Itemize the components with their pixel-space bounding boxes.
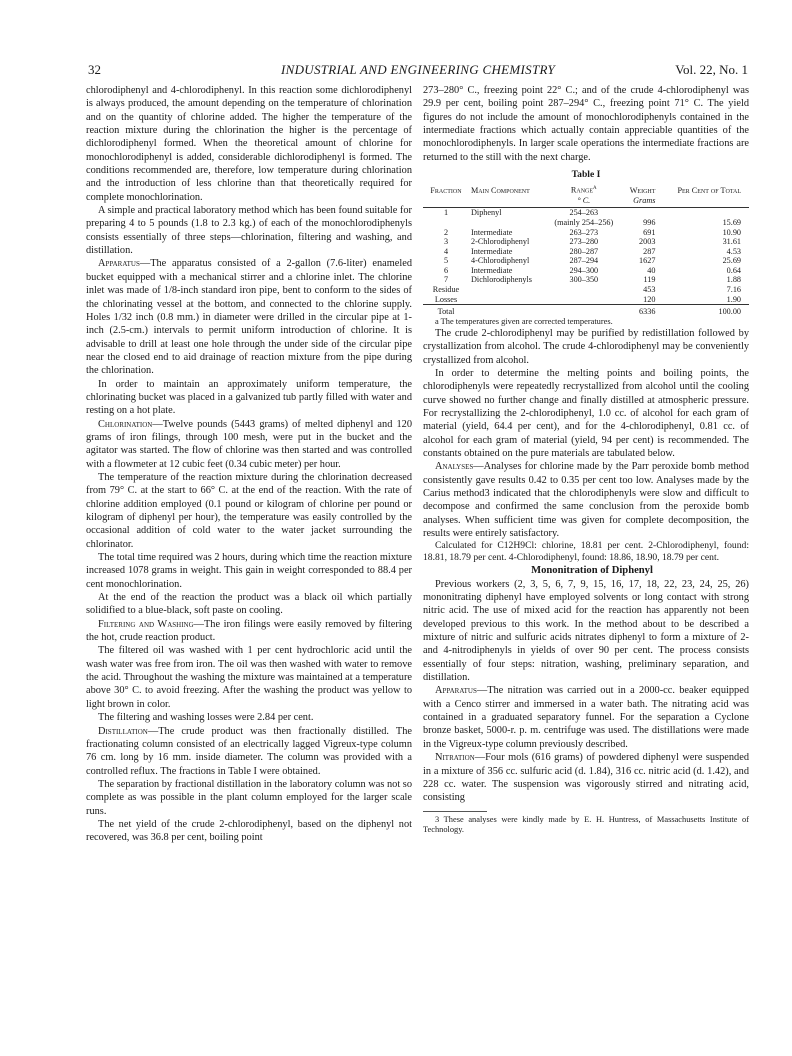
footnote-rule — [423, 811, 487, 812]
table-total-row — [423, 305, 749, 317]
paragraph: At the end of the reaction the product was a black oil which partially solidified to a blue-black, soft paste on cooling. — [86, 592, 412, 617]
unit-cell: ° C. — [546, 196, 621, 208]
table-cell: 280–287 — [569, 246, 599, 256]
run-in-heading: Analyses — [435, 461, 474, 473]
paragraph: In order to determine the melting points and boiling points, the chlorodiphenyls were repeatedly recrystallized from alcohol until the cooling curve showed no further change and finally distilled at atmospheric pressure. For recrystallizing the 2-chlorodiphenyl, 1.0 cc. of alcohol for each gram of material (yield, 64.4 per cent), and for the 4-chlorodiphenyl, 0.81 cc. of alcohol for each gram of material (yield, 94 per cent) is recommended. The constants obtained on the pure materials are tabulated below. — [423, 367, 749, 459]
table-title: Table I — [571, 169, 601, 181]
paragraph: Previous workers (2, 3, 5, 6, 7, 9, 15, 16, 17, 18, 22, 23, 24, 25, 26) mononitrating diphenyl have employed solvents or long contact with strong nitric acid. The use of mixed acid for the reaction has apparently not been developed previous to this work. In the method about to be described a mixture of nitric and sulfuric acids nitrates diphenyl to form a mixture of 2- and 4-nitrodiphenyls in yields of over 90 per cent. The process consists essentially of four steps: nitration, washing, preliminary separation, and distillation. — [423, 578, 749, 684]
paragraph — [423, 684, 749, 751]
table-cell: 453 — [643, 285, 656, 295]
table-row — [423, 228, 749, 238]
paragraph: 273–280° C., freezing point 22° C.; and of the crude 4-chlorodiphenyl was 29.9 per cent, boiling point 287–294° C., freezing point 71° C. The yield figures do not include the amount of monochlorodiphenyls contained in the intermediate fractions which actually contain appreciable quantities of the monochlorodiphenyls. In larger scale operations the intermediate fractions are returned to the still with the next charge. — [423, 85, 749, 163]
table-row — [423, 247, 749, 257]
paragraph: In order to maintain an approximately uniform temperature, the chlorinating bucket was placed in a galvanized tub partly filled with water and resting on a hot plate. — [86, 378, 412, 417]
volume-issue: Vol. 22, No. 1 — [675, 62, 748, 77]
table-cell: 254–263 — [569, 208, 599, 218]
paragraph-text: —Four mols (616 grams) of powdered diphenyl were suspended in a mixture of 356 cc. sulfuric acid (d. 1.84), 316 cc. nitric acid (d. 1.42), and 228 cc. water. The suspension was vigorously stirred and nitrating acid, consisting — [423, 752, 749, 804]
table-cell: 10.90 — [722, 227, 741, 237]
table-cell: 273–280 — [569, 237, 599, 247]
table-cell — [546, 295, 621, 305]
right-column — [423, 84, 749, 835]
page-number: 32 — [88, 62, 101, 77]
table-cell: 3 — [443, 237, 449, 247]
table-cell — [469, 285, 546, 295]
paragraph-text: —Analyses for chlorine made by the Parr peroxide bomb method consistently gave results 0.42 to 0.35 per cent too low. Analyses made by the Carius method3 indicated that the chlorodiphenyls were slow and difficult to decompose and confirmed the same conclusion from the peroxide bomb analyses. When sufficient time was given for complete decomposition, the results were entirely satisfactory. — [423, 461, 749, 540]
table-cell: Losses — [434, 294, 458, 304]
table-cell: Total — [423, 305, 469, 317]
table-cell: 4-Chlorodiphenyl — [471, 256, 530, 266]
paragraph — [86, 618, 412, 645]
run-in-heading: Filtering and Washing — [98, 618, 194, 630]
paragraph: The separation by fractional distillation in the laboratory column was not so complete as was possible in the plant column employed for the larger scale runs. — [86, 778, 412, 817]
paragraph: The net yield of the crude 2-chlorodiphenyl, based on the diphenyl not recovered, was 36.8 per cent, boiling point — [86, 818, 412, 844]
table-cell: 2003 — [639, 237, 656, 247]
table-cell: 263–273 — [569, 227, 599, 237]
table-row — [423, 237, 749, 247]
paragraph: The total time required was 2 hours, during which time the reaction mixture increased 1078 grams in weight. This gain in weight corresponded to 88.4 per cent monochlorination. — [86, 552, 412, 590]
column-header: Per Cent of Total — [677, 186, 741, 196]
column-header: Weight — [629, 186, 656, 196]
table-cell: Dichlorodiphenyls — [471, 275, 532, 285]
unit-cell: Grams — [621, 196, 661, 208]
column-header — [546, 183, 621, 195]
table-row — [423, 275, 749, 285]
table-cell: Intermediate — [471, 246, 513, 256]
paragraph-text: —The nitration was carried out in a 2000-cc. beaker equipped with a Cenco stirrer and immersed in a water bath. The nitrating acid was contained in a graduated separatory funnel. For the separation a Cyclone bronze basket, 5000-r. p. m. centrifuge was used. The distillations were made in the Vigreux-type column previously described. — [423, 685, 749, 750]
calculation-result: Calculated for C12H9Cl: chlorine, 18.81 per cent. 2-Chlorodiphenyl, found: 18.81, 18.79 per cent. 4-Chlorodiphenyl, found: 18.86, 18.90, 18.79 per cent. — [423, 540, 749, 564]
paragraph: The crude 2-chlorodiphenyl may be purified by redistillation followed by crystallization from alcohol. The crude 4-chlorodiphenyl may be conveniently crystallized from alcohol. — [423, 327, 749, 366]
table-footnote: a The temperatures given are corrected temperatures. — [435, 316, 613, 326]
table-row — [423, 218, 749, 228]
unit-cell — [469, 196, 546, 208]
table-cell: 287 — [643, 246, 656, 256]
unit-cell — [423, 196, 469, 208]
table-row — [423, 285, 749, 295]
running-header — [88, 62, 748, 78]
table-row — [423, 295, 749, 305]
unit-cell — [661, 196, 749, 208]
table-cell: 1 — [443, 208, 449, 218]
paragraph: The temperature of the reaction mixture during the chlorination decreased from 79° C. at the start to 66° C. at the end of the reaction. With the rate of chlorine addition employed (0.1 pound or kilogram of chlorine per pound or kilogram of diphenyl per hour), the temperature was easily controlled by the occasional addition of cold water to the water jacket surrounding the chlorinator. — [86, 471, 412, 550]
table-cell: 1627 — [639, 256, 656, 266]
paragraph — [423, 751, 749, 804]
column-header: Fraction — [430, 186, 462, 196]
paragraph-text: —Twelve pounds (5443 grams) of melted diphenyl and 120 grams of iron filings, through 100 mesh, were put in the bucket and the agitator was started. The flow of chlorine was then started and was controlled with a flowmeter at 12 cubic feet (0.34 cubic meter) per hour. — [86, 418, 412, 470]
paragraph: chlorodiphenyl and 4-chlorodiphenyl. In this reaction some dichlorodiphenyl is always produced, the amount depending on the temperature of chlorination and on the quantity of chlorine added. The higher the temperature of the reaction mixture during the chlorination the higher is the percentage of dichlorodiphenyl formed. When the theoretical amount of chlorine for monochlorodiphenyl is added, considerable dichlorodiphenyl is formed. The conditions recommended are, therefore, low temperature during chlorination and the introduction of less chlorine than that theoretically required for complete monochlorination. — [86, 85, 412, 203]
run-in-heading: Nitration — [435, 752, 475, 764]
journal-title: INDUSTRIAL AND ENGINEERING CHEMISTRY — [280, 62, 556, 77]
table-cell: 6336 — [621, 305, 661, 317]
table-cell: Diphenyl — [471, 208, 502, 218]
column-header: Main Component — [471, 186, 530, 196]
run-in-heading: Distillation — [98, 725, 148, 737]
paragraph-text: —The iron filings were easily removed by filtering the hot, crude reaction product. — [86, 618, 412, 644]
table-cell: 119 — [643, 275, 656, 285]
table-cell — [621, 208, 661, 218]
table-cell: 1.88 — [726, 275, 741, 285]
table-cell: 2-Chlorodiphenyl — [471, 237, 530, 247]
footnote-marker: a — [593, 184, 597, 192]
table-cell: 25.69 — [722, 256, 741, 266]
fractions-table — [423, 183, 749, 316]
table-cell: 691 — [643, 227, 656, 237]
table-cell: 996 — [643, 217, 656, 227]
table-cell: 287–294 — [569, 256, 599, 266]
paragraph — [423, 460, 749, 540]
paragraph: The filtered oil was washed with 1 per cent hydrochloric acid until the wash water was free from iron. The oil was then washed with water to remove the acid. Throughout the washing the mixture was maintained at a temperature above 30° C. to avoid freezing. After the washing the product was yellow to light brown in color. — [86, 645, 412, 710]
footnote: 3 These analyses were kindly made by E. H. Huntress, of Massachusetts Institute of Technology. — [423, 814, 749, 834]
paragraph — [86, 257, 412, 377]
paragraph-text: —The apparatus consisted of a 2-gallon (7.6-liter) enameled bucket equipped with a mechanical stirrer and a chlorine inlet. The chlorine inlet was made of 1/8-inch standard iron pipe, bent to conform to the sides of the chlorinating vessel at the bottom, and connected to the chlorine supply. Holes 1/32 inch (0.8 mm.) in diameter were drilled in the circular pipe at 1-inch (2.5-cm.) intervals to permit uniform introduction of chlorine. It is advisable to drill at least one hole through the under side of the circular pipe near the closed end to aid drainage of reaction mixture from the pipe during the chlorination. — [86, 258, 412, 377]
run-in-heading: Apparatus — [98, 258, 140, 270]
paragraph — [86, 418, 412, 471]
table-cell: 0.64 — [726, 265, 741, 275]
table-cell: 31.61 — [722, 237, 741, 247]
table-cell: 294–300 — [569, 265, 599, 275]
table-cell: 300–350 — [569, 275, 599, 285]
table-cell: 6 — [443, 265, 449, 275]
table-row — [423, 266, 749, 276]
run-in-heading: Chlorination — [98, 418, 153, 430]
table-cell: 4 — [443, 246, 449, 256]
run-in-heading: Apparatus — [435, 685, 477, 697]
table-cell — [469, 218, 546, 228]
table-cell: Residue — [432, 285, 460, 295]
table-cell: 15.69 — [722, 217, 741, 227]
table-cell: Intermediate — [471, 265, 513, 275]
table-cell — [469, 295, 546, 305]
table-cell: Intermediate — [471, 227, 513, 237]
table-cell: 7.16 — [726, 285, 741, 295]
paragraph — [86, 725, 412, 778]
left-column — [86, 84, 412, 845]
table-row — [423, 208, 749, 218]
table-cell: 120 — [643, 294, 656, 304]
table-cell: 5 — [443, 256, 449, 266]
table-cell — [423, 218, 469, 228]
table-cell: 4.53 — [726, 246, 741, 256]
table-cell — [546, 305, 621, 317]
column-header-text: Range — [570, 186, 594, 196]
table-cell — [546, 285, 621, 295]
table-cell: 2 — [443, 227, 449, 237]
table-cell: 40 — [647, 265, 656, 275]
section-heading: Mononitration of Diphenyl — [531, 565, 653, 577]
table-cell — [469, 305, 546, 317]
table-cell: 100.00 — [661, 305, 749, 317]
table-cell — [661, 208, 749, 218]
table-cell: (mainly 254–256) — [554, 217, 614, 227]
paragraph-text: —The crude product was then fractionally distilled. The fractionating column consisted of an electrically lagged Vigreux-type column 76 cm. long by 16 mm. inside diameter. The column was provided with a controlled reflux. The fractions in Table I were obtained. — [86, 725, 412, 777]
table-row — [423, 256, 749, 266]
paragraph: A simple and practical laboratory method which has been found suitable for preparing 4 to 5 pounds (1.8 to 2.3 kg.) of each of the monochlorodiphenyls consists essentially of three steps—chlorination, filtering and washing, and distillation. — [86, 205, 412, 257]
table-cell: 7 — [443, 275, 449, 285]
paragraph: The filtering and washing losses were 2.84 per cent. — [98, 712, 314, 724]
table-cell: 1.90 — [726, 294, 741, 304]
